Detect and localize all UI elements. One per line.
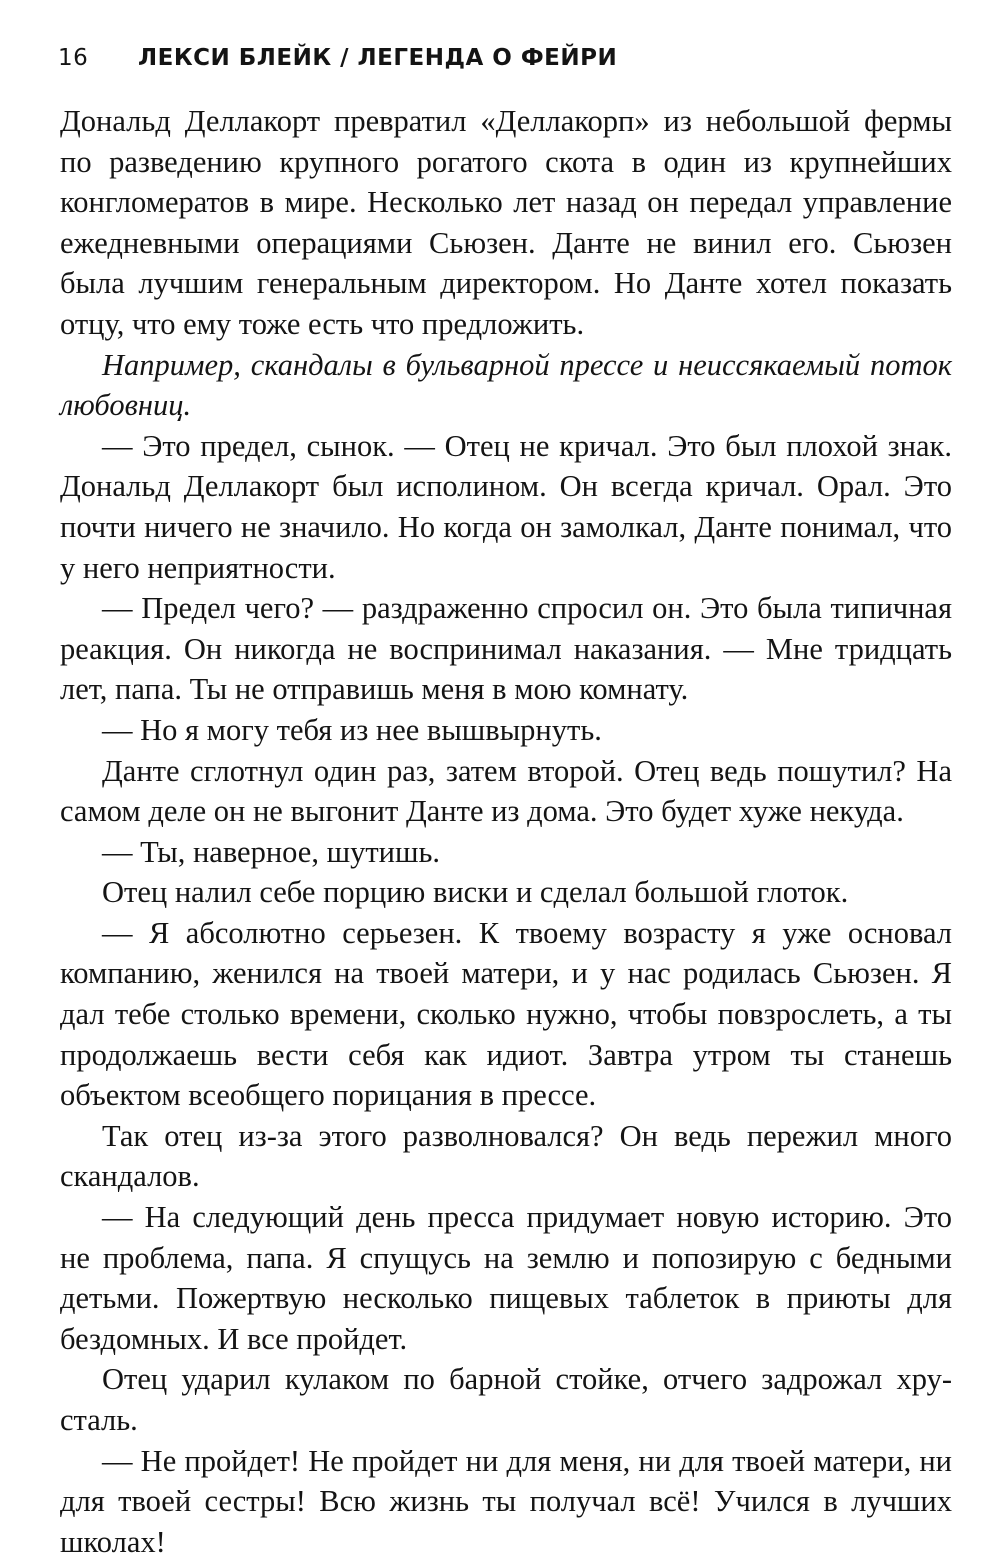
paragraph: — Ты, наверное, шутишь. <box>102 834 440 869</box>
body-text <box>60 101 952 1562</box>
paragraph: — Предел чего? — раздраженно спросил он. Это была типичная реакция. Он никогда не воспринимал наказания. — Мне тридцать лет, папа. Ты не отправишь меня в мою комнату. <box>60 591 952 707</box>
paragraph: Данте сглотнул один раз, затем второй. Отец ведь пошутил? На самом деле он не выгонит Данте из дома. Это будет хуже некуда. <box>60 753 952 829</box>
paragraph: — Не пройдет! Не пройдет ни для меня, ни для твоей матери, ни для твоей сестры! Всю жизнь ты получал всё! Учился в лучших школах! <box>60 1443 952 1559</box>
page-number: 16 <box>58 45 89 71</box>
header-title: ЛЕКСИ БЛЕЙК / ЛЕГЕНДА О ФЕЙРИ <box>138 45 618 71</box>
paragraph: Отец налил себе порцию виски и сделал большой глоток. <box>102 875 849 910</box>
paragraph-italic: Например, скандалы в бульварной прессе и неиссякаемый поток любовниц. <box>60 347 952 423</box>
paragraph: — Но я могу тебя из нее вышвырнуть. <box>102 712 602 747</box>
paragraph: Так отец из-за этого разволновался? Он ведь пережил много скандалов. <box>60 1118 952 1194</box>
paragraph: Отец ударил кулаком по барной стойке, отчего задрожал хрусталь. <box>60 1362 952 1437</box>
paragraph: — На следующий день пресса придумает новую историю. Это не проблема, папа. Я спущусь на землю и попозирую с бедными детьми. Пожертвую несколько пищевых таблеток в приюты для бездомных. И все пройдет. <box>60 1200 952 1356</box>
paragraph: — Я абсолютно серьезен. К твоему возрасту я уже основал компанию, женился на твоей матери, и у нас родилась Сьюзен. Я дал тебе столько времени, сколько нужно, чтобы повзрослеть, а ты продолжаешь вести себя как идиот. Завтра утром ты станешь объектом всеобщего порицания в прессе. <box>60 915 952 1113</box>
running-head <box>58 38 958 78</box>
paragraph: Дональд Деллакорт превратил «Деллакорп» из небольшой фермы по разведению крупного рогатого скота в один из крупнейших конгломератов в мире. Несколько лет назад он передал управление ежедневными операциями Сьюзен. Данте не винил его. Сьюзен была лучшим генеральным директором. Но Данте хотел показать отцу, что ему тоже есть что предложить. <box>60 104 952 341</box>
paragraph: — Это предел, сынок. — Отец не кричал. Это был плохой знак. Дональд Деллакорт был исполином. Он всегда кричал. Орал. Это почти ничего не значило. Но когда он замолкал, Данте понимал, что у него неприятности. <box>60 428 952 585</box>
